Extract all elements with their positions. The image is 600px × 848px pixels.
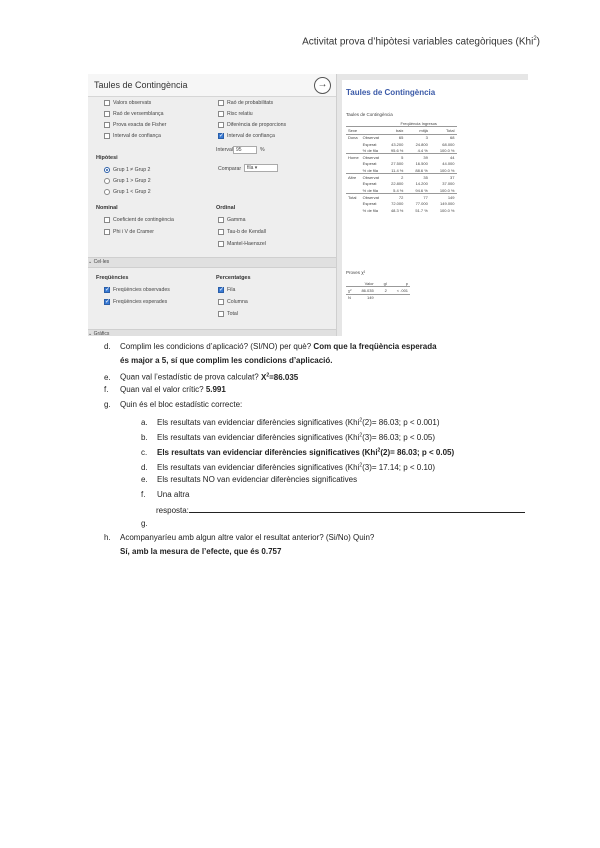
table-cell: Observat (362, 135, 379, 141)
table-row (346, 167, 457, 174)
column-header (361, 127, 381, 134)
top-left-2-checkbox[interactable] (104, 122, 110, 128)
row-group (346, 147, 361, 154)
table-cell: 24.800 (415, 141, 428, 147)
freq-0-checkbox[interactable] (104, 287, 110, 293)
table-cell: 72 (381, 194, 405, 201)
table-cell: 100.0 % (439, 187, 455, 193)
table-cell: Esperat (362, 161, 377, 167)
tests-cell (389, 294, 410, 301)
table-cell: 22.800 (391, 181, 404, 187)
question-h-answer: Sí, amb la mesura de l’efecte, que és 0.757 (120, 547, 282, 556)
table-cell: 37.000 (442, 181, 455, 187)
cell (346, 120, 361, 127)
hypothesis-label-0: Grup 1 ≠ Grup 2 (113, 166, 151, 173)
question-g: g. Quin és el bloc estadístic correcte: (104, 400, 243, 409)
pct-1-checkbox[interactable] (218, 299, 224, 305)
top-right-3-checkbox[interactable] (218, 133, 224, 139)
tests-row (346, 294, 410, 301)
table-cell: 149 (430, 194, 457, 201)
interval-unit: % (260, 147, 265, 153)
tests-cell: χ² (348, 287, 352, 293)
freq-0-label: Freqüències observades (113, 286, 170, 293)
top-left-3-label: Interval de confiança (113, 132, 161, 139)
tests-header (346, 280, 410, 287)
ordinal-1-label: Tau-b de Kendall (227, 228, 266, 235)
column-header: mitjà (405, 127, 429, 134)
tests-cell (376, 294, 389, 301)
top-right-0-checkbox[interactable] (218, 100, 224, 106)
row-group: Dona (346, 134, 361, 141)
pct-title: Percentatges (216, 275, 251, 281)
option-text: Els resultats van evidenciar diferències significatives (Khi (157, 417, 360, 427)
tests-cell: < .001 (389, 287, 410, 294)
row-group: Home (348, 155, 359, 161)
table-row (346, 194, 457, 201)
table-cell: % de fila (362, 187, 379, 193)
chi-tests-table (346, 280, 410, 301)
question-f: f. Quan val el valor crític? 5.991 (104, 385, 226, 394)
row-group: Altre (346, 174, 361, 181)
question-d-answer-cont: és major a 5, sí que complim les condicions d’aplicació. (120, 356, 333, 365)
table-cell: 5.4 % (393, 187, 404, 193)
table-cell: 65 (381, 134, 405, 141)
option-text: Els resultats van evidenciar diferències significatives (Khi (157, 447, 378, 457)
table-cell: Esperat (362, 141, 377, 147)
table-cell: Esperat (362, 201, 377, 207)
option-mark: e. (141, 475, 148, 484)
table-cell: 149.000 (440, 201, 455, 207)
hypothesis-radio-2[interactable] (104, 189, 110, 195)
table-cell: 4.4 % (417, 147, 428, 153)
table-cell: % de fila (362, 167, 379, 173)
table-cell: 88.6 % (415, 167, 428, 173)
compare-select[interactable]: fila ▾ (244, 164, 278, 172)
tests-column-header: gl (383, 280, 387, 286)
table-cell: 77 (405, 194, 429, 201)
option-d (141, 459, 435, 474)
top-left-0-checkbox[interactable] (104, 100, 110, 106)
graphs-bar[interactable]: ⌄ Gràfics (88, 329, 336, 336)
ordinal-2-checkbox[interactable] (218, 241, 224, 247)
option-text-end: (3)= 86.03; p < 0.05) (362, 432, 436, 442)
pct-0-checkbox[interactable] (218, 287, 224, 293)
row-group (346, 207, 361, 213)
other-answer-line: resposta: (156, 503, 525, 517)
top-right-3-label: Interval de confiança (227, 132, 275, 139)
table-cell: 100.0 % (439, 147, 455, 153)
table-cell: 94.6 % (415, 187, 428, 193)
top-left-3-checkbox[interactable] (104, 133, 110, 139)
option-e (141, 474, 357, 486)
table-cell: 68 (430, 134, 457, 141)
pct-2-label: Total (227, 310, 238, 317)
ordinal-title: Ordinal (216, 205, 236, 211)
ordinal-0-label: Gamma (227, 216, 246, 223)
tests-cell: 86.035 (353, 287, 375, 294)
table-cell: Observat (362, 155, 379, 161)
freq-title: Freqüències (96, 275, 129, 281)
answer-line[interactable] (189, 503, 525, 513)
results-title: Taules de Contingència (346, 88, 436, 97)
hypothesis-title: Hipòtesi (96, 155, 118, 161)
option-mark: a. (141, 417, 148, 427)
option-mark: b. (141, 432, 148, 442)
ordinal-0-checkbox[interactable] (218, 217, 224, 223)
cells-bar[interactable]: ⌄ Cel·les (88, 257, 336, 268)
pct-2-checkbox[interactable] (218, 311, 224, 317)
table-cell: 16.500 (415, 161, 428, 167)
column-header: Total (430, 127, 457, 134)
table-cell: 44.000 (442, 161, 455, 167)
option-mark: c. (141, 447, 148, 457)
table-group-header (346, 120, 457, 127)
hypothesis-label-1: Grup 1 > Grup 2 (113, 177, 151, 184)
contingency-table (346, 120, 457, 213)
cell (361, 120, 381, 127)
table-cell: 27.500 (391, 161, 404, 167)
top-right-2-label: Diferència de proporcions (227, 121, 287, 128)
option-text: Els resultats van evidenciar diferències significatives (Khi (157, 462, 360, 472)
table-cell: Observat (362, 194, 379, 200)
options-body (88, 97, 336, 336)
results-panel (338, 74, 528, 336)
table-cell: 68.000 (442, 141, 455, 147)
freq-1-label: Freqüències esperades (113, 298, 168, 305)
option-text: Els resultats van evidenciar diferències significatives (Khi (157, 432, 360, 442)
interval-input[interactable]: 95 (233, 146, 257, 154)
option-text: Una altra (157, 490, 190, 499)
results-card (342, 80, 528, 336)
table-cell: 100.0 % (439, 207, 455, 213)
tests-cell: 2 (376, 287, 389, 294)
option-g: g. (141, 519, 148, 528)
option-b (141, 429, 435, 444)
jamovi-screenshot (88, 74, 528, 336)
row-group (346, 187, 361, 194)
tests-row (346, 287, 410, 294)
option-text-end: (2)= 86.03; p < 0.05) (380, 447, 455, 457)
tests-column-header: Valor (364, 280, 374, 286)
table-cell: 77.000 (415, 201, 428, 207)
tests-cell: N (346, 294, 353, 301)
table-cell: 2 (381, 174, 405, 181)
option-sup: 2 (359, 432, 363, 438)
chi-tests-title: Proves χ² (346, 270, 366, 275)
table-cell: 48.3 % (390, 207, 404, 213)
option-sup: 2 (377, 447, 381, 453)
nominal-0-checkbox[interactable] (104, 217, 110, 223)
nominal-1-checkbox[interactable] (104, 229, 110, 235)
table-row (346, 201, 457, 207)
option-text: Els resultats NO van evidenciar diferències significatives (157, 475, 358, 484)
column-header: baix (381, 127, 405, 134)
options-header (88, 74, 336, 97)
options-panel (88, 74, 337, 336)
hypothesis-radio-0[interactable] (104, 167, 110, 173)
hypothesis-label-2: Grup 1 < Grup 2 (113, 188, 151, 195)
table-cell: % de fila (362, 147, 379, 153)
option-text-end: (2)= 86.03; p < 0.001) (362, 417, 440, 427)
table-row (346, 134, 457, 141)
table-cell: 3 (405, 134, 429, 141)
option-mark: f. (141, 490, 146, 499)
table-cell: 44 (430, 154, 457, 161)
table-cell: 14.200 (415, 181, 428, 187)
arrow-right-icon[interactable]: → (314, 77, 331, 94)
col-group-header: Freqüència Ingresos (400, 120, 437, 126)
table-cell: 100.0 % (439, 167, 455, 173)
table-cell: 35 (405, 174, 429, 181)
table-header (346, 127, 457, 134)
pct-0-label: Fila (227, 286, 236, 293)
interval-label: Interval (216, 147, 234, 153)
column-header: Sexe (346, 127, 361, 134)
row-group: Total (346, 194, 361, 201)
freq-1-checkbox[interactable] (104, 299, 110, 305)
option-f (141, 489, 189, 501)
top-right-2-checkbox[interactable] (218, 122, 224, 128)
nominal-title: Nominal (96, 205, 118, 211)
table-row (346, 207, 457, 213)
table-cell: 43.200 (391, 141, 404, 147)
table-cell: 51.7 % (415, 207, 428, 213)
table-cell: 39 (405, 154, 429, 161)
top-left-0-label: Valors observats (113, 99, 152, 106)
table-cell: 37 (430, 174, 457, 181)
pct-1-label: Columna (227, 298, 248, 305)
ordinal-2-label: Mantel-Haenszel (227, 240, 266, 247)
question-d: d. Complim les condicions d’aplicació? (SI/NO) per què? Com que la freqüència esperada (104, 342, 437, 351)
nominal-1-label: Phi i V de Cramer (113, 228, 154, 235)
tests-cell: 149 (353, 294, 375, 301)
options-title: Taules de Contingència (94, 80, 188, 90)
top-right-1-checkbox[interactable] (218, 111, 224, 117)
compare-label: Comparar (218, 166, 242, 172)
table-cell: 95.6 % (390, 147, 404, 153)
option-text-end: (3)= 17.14; p < 0.10) (362, 462, 436, 472)
table-cell: Esperat (362, 181, 377, 187)
tests-column-header: p (405, 280, 409, 286)
table-row (346, 174, 457, 181)
table-cell: 5 (381, 154, 405, 161)
table-cell: 11.4 % (391, 167, 404, 173)
table-cell: Observat (362, 175, 379, 181)
tests-column-header (346, 280, 353, 287)
option-mark: d. (141, 462, 148, 472)
table-cell: 72.000 (391, 201, 404, 207)
top-left-1-label: Raó de versemblança (113, 110, 164, 117)
table-row (346, 187, 457, 194)
table-cell: % de fila (362, 207, 379, 213)
nominal-0-label: Coeficient de contingència (113, 216, 174, 223)
question-e: e. Quan val l’estadístic de prova calculat? $X^2=86.035$ (104, 372, 299, 382)
question-h: h. Acompanyaríeu amb algun altre valor el resultat anterior? (Si/No) Quin? (104, 533, 375, 542)
row-group (346, 167, 361, 174)
top-right-0-label: Raó de probabilitats (227, 99, 274, 106)
results-subtitle: Taules de Contingència (346, 112, 393, 117)
ordinal-1-checkbox[interactable] (218, 229, 224, 235)
option-sup: 2 (359, 462, 363, 468)
table-row (346, 147, 457, 154)
option-c (141, 444, 454, 459)
page-header: Activitat prova d’hipòtesi variables categòriques (Khi$^2$) (302, 36, 540, 48)
top-left-1-checkbox[interactable] (104, 111, 110, 117)
top-right-1-label: Risc relatiu (227, 110, 253, 117)
table-row (346, 154, 457, 161)
option-sup: 2 (359, 417, 363, 423)
hypothesis-radio-1[interactable] (104, 178, 110, 184)
top-left-2-label: Prova exacta de Fisher (113, 121, 167, 128)
option-a (141, 414, 439, 429)
